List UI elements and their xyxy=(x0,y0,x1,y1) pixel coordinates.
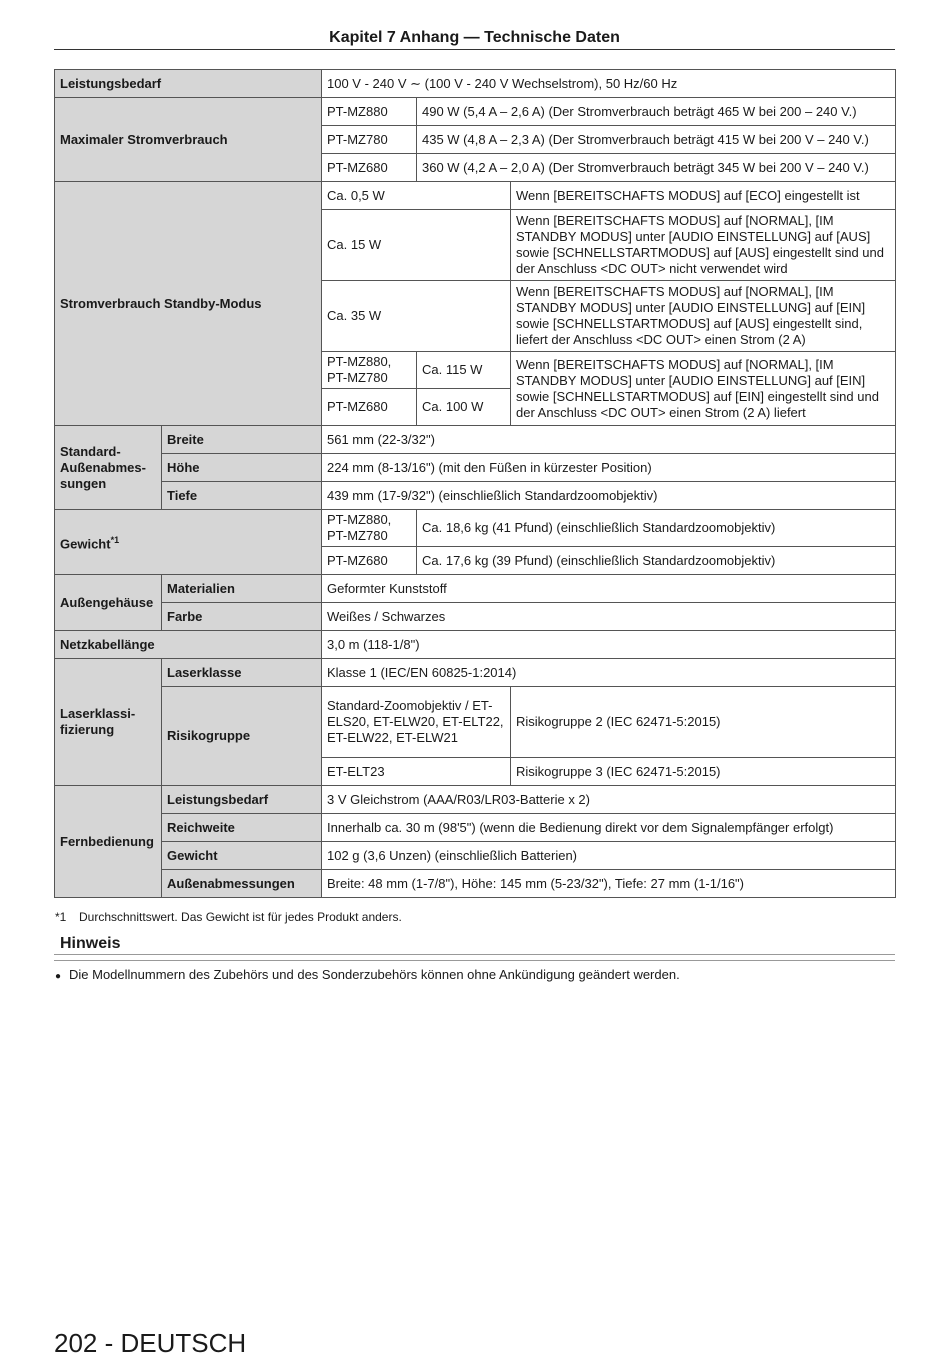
model-cell: PT-MZ680 xyxy=(322,389,417,426)
abmessungen-label: Standard-Außenabmes-sungen xyxy=(55,426,162,510)
footnote-text: Durchschnittswert. Das Gewicht ist für jedes Produkt anders. xyxy=(79,910,402,924)
farbe-label: Farbe xyxy=(162,603,322,631)
risikogruppe-label: Risikogruppe xyxy=(162,687,322,786)
table-row xyxy=(55,870,896,898)
value-cell: 435 W (4,8 A – 2,3 A) (Der Stromverbrauch beträgt 415 W bei 200 V – 240 V.) xyxy=(417,126,896,154)
page-header: Kapitel 7 Anhang — Technische Daten xyxy=(329,29,620,46)
hinweis-text: Die Modellnummern des Zubehörs und des Sonderzubehörs können ohne Ankündigung geändert werden. xyxy=(69,967,680,982)
lens-cell: ET-ELT23 xyxy=(322,758,511,786)
standby-value: Ca. 15 W xyxy=(322,210,511,281)
spec-table xyxy=(54,69,896,898)
kabel-value: 3,0 m (118-1/8") xyxy=(322,631,896,659)
table-row xyxy=(55,510,896,547)
table-row xyxy=(55,182,896,210)
footnote xyxy=(55,909,402,925)
gewicht-value: Ca. 17,6 kg (39 Pfund) (einschließlich Standardzoomobjektiv) xyxy=(417,547,896,575)
standby-condition: Wenn [BEREITSCHAFTS MODUS] auf [NORMAL], [IM STANDBY MODUS] unter [AUDIO EINSTELLUNG] auf [AUS] sowie [SCHNELLSTARTMODUS] auf [AUS] eingestellt sind und der Anschluss <DC OUT> nicht verwendet wird xyxy=(511,210,896,281)
max-strom-label: Maximaler Stromverbrauch xyxy=(55,98,322,182)
model-cell: PT-MZ880 xyxy=(322,98,417,126)
kabel-label: Netzkabellänge xyxy=(55,631,322,659)
table-row xyxy=(55,687,896,758)
leistungsbedarf-label: Leistungsbedarf xyxy=(55,70,322,98)
fb-abm-value: Breite: 48 mm (1-7/8"), Höhe: 145 mm (5-23/32"), Tiefe: 27 mm (1-1/16") xyxy=(322,870,896,898)
model-cell: PT-MZ680 xyxy=(322,547,417,575)
hinweis-title: Hinweis xyxy=(60,935,121,952)
gewicht-label xyxy=(55,510,322,575)
model-cell: PT-MZ680 xyxy=(322,154,417,182)
table-row xyxy=(55,659,896,687)
hinweis-rule xyxy=(54,954,895,961)
breite-label: Breite xyxy=(162,426,322,454)
risk-cell: Risikogruppe 3 (IEC 62471-5:2015) xyxy=(511,758,896,786)
materialien-label: Materialien xyxy=(162,575,322,603)
fernbedienung-label: Fernbedienung xyxy=(55,786,162,898)
table-row xyxy=(55,426,896,454)
risk-cell: Risikogruppe 2 (IEC 62471-5:2015) xyxy=(511,687,896,758)
tiefe-label: Tiefe xyxy=(162,482,322,510)
gewicht-value: Ca. 18,6 kg (41 Pfund) (einschließlich Standardzoomobjektiv) xyxy=(417,510,896,547)
table-row xyxy=(55,482,896,510)
model-cell: PT-MZ880, PT-MZ780 xyxy=(322,510,417,547)
standby-value: Ca. 115 W xyxy=(417,352,511,389)
fb-gewicht-value: 102 g (3,6 Unzen) (einschließlich Batterien) xyxy=(322,842,896,870)
standby-condition: Wenn [BEREITSCHAFTS MODUS] auf [NORMAL], [IM STANDBY MODUS] unter [AUDIO EINSTELLUNG] auf [EIN] sowie [SCHNELLSTARTMODUS] auf [AUS] eingestellt sind, liefert der Anschluss <DC OUT> einen Strom (2 A) xyxy=(511,281,896,352)
footnote-ref: *1 xyxy=(110,534,120,545)
laserklasse-label: Laserklasse xyxy=(162,659,322,687)
fb-reichweite-value: Innerhalb ca. 30 m (98'5") (wenn die Bedienung direkt vor dem Signalempfänger erfolgt) xyxy=(322,814,896,842)
laser-label: Laserklassi-fizierung xyxy=(55,659,162,786)
value-cell: 490 W (5,4 A – 2,6 A) (Der Stromverbrauch beträgt 465 W bei 200 – 240 V.) xyxy=(417,98,896,126)
tiefe-value: 439 mm (17-9/32") (einschließlich Standardzoomobjektiv) xyxy=(322,482,896,510)
laserklasse-value: Klasse 1 (IEC/EN 60825-1:2014) xyxy=(322,659,896,687)
fb-leistung-label: Leistungsbedarf xyxy=(162,786,322,814)
leistungsbedarf-value: 100 V - 240 V ∼ (100 V - 240 V Wechselstrom), 50 Hz/60 Hz xyxy=(322,70,896,98)
standby-value: Ca. 35 W xyxy=(322,281,511,352)
standby-label: Stromverbrauch Standby-Modus xyxy=(55,182,322,426)
gewicht-label-text: Gewicht xyxy=(60,536,111,552)
table-row xyxy=(55,814,896,842)
table-row xyxy=(55,454,896,482)
header-rule xyxy=(54,49,895,50)
fb-abm-label: Außenabmessungen xyxy=(162,870,322,898)
standby-condition: Wenn [BEREITSCHAFTS MODUS] auf [ECO] eingestellt ist xyxy=(511,182,896,210)
table-row xyxy=(55,98,896,126)
bullet-icon: ● xyxy=(55,971,62,982)
standby-value: Ca. 0,5 W xyxy=(322,182,511,210)
value-cell: 360 W (4,2 A – 2,0 A) (Der Stromverbrauch beträgt 345 W bei 200 V – 240 V.) xyxy=(417,154,896,182)
table-row xyxy=(55,575,896,603)
fb-gewicht-label: Gewicht xyxy=(162,842,322,870)
footnote-number: *1 xyxy=(55,910,67,924)
table-row xyxy=(55,786,896,814)
gehaeuse-label: Außengehäuse xyxy=(55,575,162,631)
materialien-value: Geformter Kunststoff xyxy=(322,575,896,603)
table-row xyxy=(55,70,896,98)
hoehe-value: 224 mm (8-13/16") (mit den Füßen in kürzester Position) xyxy=(322,454,896,482)
fb-leistung-value: 3 V Gleichstrom (AAA/R03/LR03-Batterie x 2) xyxy=(322,786,896,814)
page-number: 202 - DEUTSCH xyxy=(54,1328,247,1358)
hinweis-item xyxy=(55,967,680,985)
fb-reichweite-label: Reichweite xyxy=(162,814,322,842)
table-row xyxy=(55,603,896,631)
model-cell: PT-MZ880, PT-MZ780 xyxy=(322,352,417,389)
table-row xyxy=(55,842,896,870)
hoehe-label: Höhe xyxy=(162,454,322,482)
farbe-value: Weißes / Schwarzes xyxy=(322,603,896,631)
lens-cell: Standard-Zoomobjektiv / ET-ELS20, ET-ELW20, ET-ELT22, ET-ELW22, ET-ELW21 xyxy=(322,687,511,758)
standby-value: Ca. 100 W xyxy=(417,389,511,426)
breite-value: 561 mm (22-3/32") xyxy=(322,426,896,454)
model-cell: PT-MZ780 xyxy=(322,126,417,154)
standby-condition: Wenn [BEREITSCHAFTS MODUS] auf [NORMAL], [IM STANDBY MODUS] unter [AUDIO EINSTELLUNG] auf [EIN] sowie [SCHNELLSTARTMODUS] auf [EIN] eingestellt sind und der Anschluss <DC OUT> einen Strom (2 A) liefert xyxy=(511,352,896,426)
table-row xyxy=(55,631,896,659)
